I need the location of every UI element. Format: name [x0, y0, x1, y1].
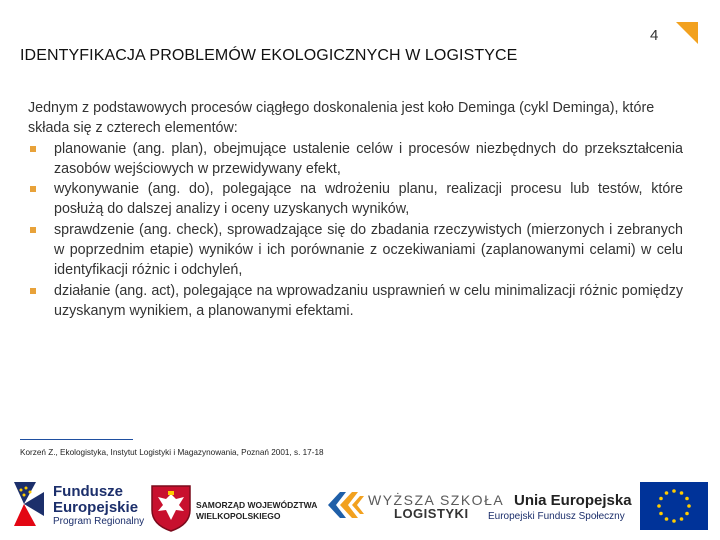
list-item: [28, 281, 683, 322]
square-bullet-icon: [30, 227, 36, 233]
page-number: 4: [650, 27, 659, 44]
square-bullet-icon: [30, 146, 36, 152]
square-bullet-icon: [30, 288, 36, 294]
slide-body: [28, 98, 683, 321]
efs-subtitle: Europejski Fundusz Społeczny: [488, 511, 625, 522]
samorzad-wojewodztwa-text: SAMORZĄD WOJEWÓDZTWA WIELKOPOLSKIEGO: [196, 500, 318, 521]
footnote: Korzeń Z., Ekologistyka, Instytut Logistyki i Magazynowania, Poznań 2001, s. 17-18: [20, 448, 324, 457]
list-item: [28, 220, 683, 281]
intro-paragraph: Jednym z podstawowych procesów ciągłego doskonalenia jest koło Deminga (cykl Deminga), które składa się z czterech elementów:: [28, 100, 655, 137]
logo-bar: [0, 470, 720, 540]
list-item: [28, 179, 683, 220]
fundusze-europejskie-text: Fundusze Europejskie Program Regionalny: [53, 483, 145, 527]
bullet-list: [28, 139, 683, 322]
slide-title: IDENTYFIKACJA PROBLEMÓW EKOLOGICZNYCH W LOGISTYCE: [20, 47, 518, 64]
fundusze-europejskie-logo-icon: [10, 478, 48, 530]
square-bullet-icon: [30, 186, 36, 192]
eu-flag-icon: [640, 482, 708, 530]
list-item-text: planowanie (ang. plan), obejmujące ustalenie celów i procesów niezbędnych do przekształcenia zasobów wejściowych w przewidywany efekt,: [54, 140, 683, 177]
list-item: [28, 139, 683, 180]
footnote-divider: [20, 439, 133, 440]
list-item-text: sprawdzenie (ang. check), sprowadzające się do zbadania rzeczywistych (mierzonych i zebranych w poprzednim etapie) wyników i ich porównanie z oczekiwaniami (zaplanowanymi celami) w celu identyfikacji różnic i odchyleń,: [54, 221, 683, 279]
wsl-arrow-logo-icon: [326, 488, 366, 522]
corner-triangle-icon: [676, 22, 698, 44]
list-item-text: wykonywanie (ang. do), polegające na wdrożeniu planu, realizacji procesu lub testów, które posłużą do dalszej analizy i oceny uzyskanych wyników,: [54, 181, 683, 218]
wielkopolska-eagle-crest-icon: [150, 484, 192, 532]
wsl-name-line2: LOGISTYKI: [394, 506, 469, 521]
list-item-text: działanie (ang. act), polegające na wprowadzaniu usprawnień w celu minimalizacji różnic pomiędzy uzyskanym wynikiem, a planowanymi efektami.: [54, 282, 683, 319]
wsl-name-line1: WYŻSZA SZKOŁA: [368, 492, 505, 508]
unia-europejska-title: Unia Europejska: [514, 492, 632, 509]
